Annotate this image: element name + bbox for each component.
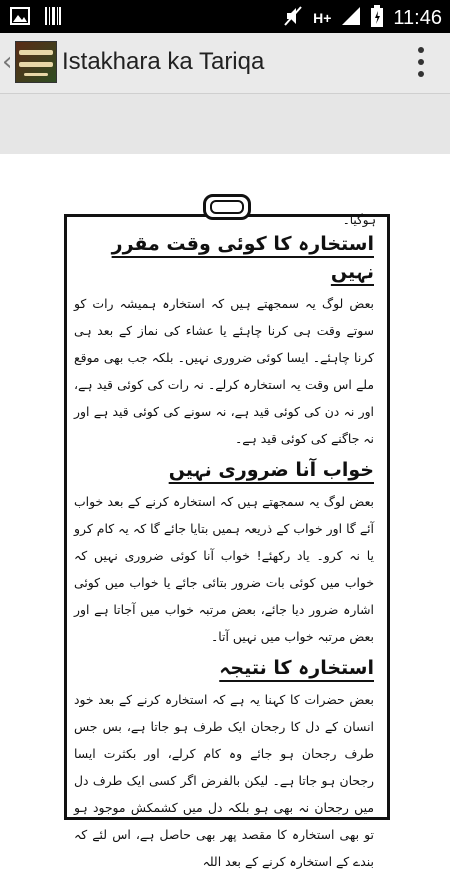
toolbar-area [0,94,450,154]
book-page-image [0,154,450,869]
network-type-label: H+ [313,10,332,26]
barcode-icon [44,6,62,30]
mute-icon [283,5,303,31]
app-title: Istakhara ka Tariqa [62,48,265,75]
battery-icon [371,5,383,31]
status-right-icons [283,5,442,31]
image-icon [10,7,30,29]
status-left-icons [10,6,62,30]
signal-icon [341,6,361,30]
action-bar [0,33,450,94]
section-paragraph: بعض لوگ یہ سمجھتے ہیں کہ استخارہ ہمیشہ رات کو سوتے وقت ہی کرنا چاہئے یا عشاء کی نماز کے بعد ہی کرنا چاہئے۔ ایسا کوئی ضروری نہیں۔ بلکہ جب بھی موقع ملے اس وقت یہ استخارہ کرلے۔ نہ رات کی کوئی قید ہے، اور نہ دن کی کوئی قید ہے، نہ سونے کی کوئی قید ہے اور نہ جاگنے کی کوئی قید ہے۔ [74,296,374,446]
section-paragraph: بعض لوگ یہ سمجھتے ہیں کہ استخارہ کرنے کے بعد خواب آئے گا اور خواب کے ذریعہ ہمیں بتایا جائے گا کہ یہ کام کرو یا نہ کرو۔ یاد رکھئے! خواب آنا کوئی ضروری نہیں کہ خواب میں کوئی بات ضرور بتائی جائے یا خواب میں کوئی اشارہ ضرور دیا جائے، بعض مرتبہ خواب میں آجاتا ہے اور بعض مرتبہ خواب میں نہیں آتا۔ [74,494,374,644]
app-logo-icon[interactable] [15,41,57,83]
page-text [70,212,380,879]
status-bar [0,0,450,33]
status-time: 11:46 [393,6,442,29]
section-paragraph: بعض حضرات کا کہنا یہ ہے کہ استخارہ کرنے کے بعد خود انسان کے دل کا رجحان ایک طرف ہو جاتا ہے، بس جس طرف رجحان ہو جائے وہ کام کرلے، اور بکثرت ایسا رجحان ہو جاتا ہے۔ لیکن بالفرض اگر کسی ایک طرف دل میں رجحان نہ بھی ہو بلکہ دل میں کشمکش موجود ہو تو بھی استخارہ کا مقصد پھر بھی حاصل ہے، اس لئے کہ بندے کے استخارہ کرنے کے بعد اللہ [74,692,374,869]
section-heading: خواب آنا ضروری نہیں [168,459,374,481]
section-heading: استخارہ کا کوئی وقت مقرر نہیں [111,233,374,283]
continued-line: ہوگیا۔ [342,213,376,227]
section-heading: استخارہ کا نتیجہ [219,657,374,679]
overflow-menu-icon[interactable] [416,47,426,77]
back-chevron-icon[interactable]: ‹ [2,47,13,77]
